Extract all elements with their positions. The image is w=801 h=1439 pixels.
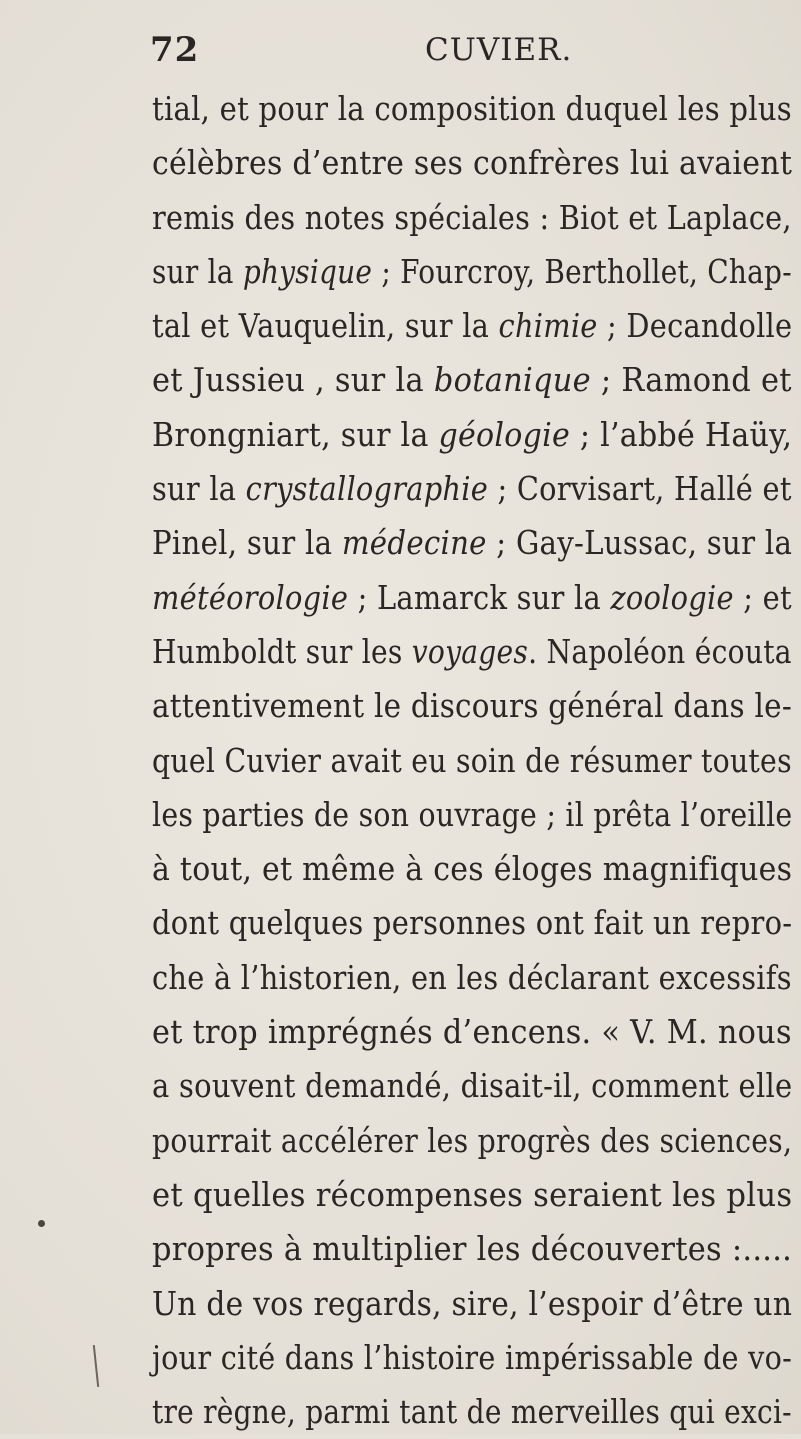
text-segment: les parties de son ouvrage ; il prêta l’oreille <box>152 794 793 834</box>
page-number: 72 <box>150 30 200 70</box>
margin-rule <box>93 1345 99 1387</box>
text-segment: Pinel, sur la <box>152 523 342 563</box>
page-header <box>150 30 720 70</box>
text-segment: dont quelques personnes ont fait un repro- <box>152 903 793 943</box>
text-segment: ; Gay-Lussac, sur la <box>486 523 793 563</box>
text-line <box>152 1222 793 1276</box>
text-segment: jour cité dans l’histoire impérissable de vo- <box>152 1337 793 1377</box>
text-segment: sur la <box>152 251 243 291</box>
text-line <box>152 82 792 136</box>
text-segment: tre règne, parmi tant de merveilles qui exci- <box>152 1392 792 1432</box>
text-segment: attentivement le discours général dans le- <box>152 686 793 726</box>
text-line <box>152 245 792 299</box>
text-segment: sur la <box>152 469 246 509</box>
text-segment: ; Corvisart, Hallé et <box>488 469 792 509</box>
text-line <box>152 1168 793 1222</box>
text-segment: . Napoléon écouta <box>528 631 792 671</box>
text-segment: che à l’historien, en les déclarant excessifs <box>152 957 792 997</box>
italic-term: météorologie <box>152 577 349 617</box>
italic-term: géologie <box>438 414 571 454</box>
text-line <box>152 896 793 950</box>
running-head: CUVIER. <box>425 32 573 68</box>
text-line <box>152 299 793 353</box>
text-line <box>152 1005 792 1059</box>
text-segment: Un de vos regards, sire, l’espoir d’être un <box>152 1283 793 1323</box>
text-line <box>152 516 793 570</box>
text-line <box>152 1059 793 1113</box>
text-line <box>152 1114 793 1168</box>
text-segment: ; et <box>733 577 792 617</box>
italic-term: zoologie <box>610 577 734 617</box>
text-segment: Brongniart, sur la <box>152 414 439 454</box>
text-segment: remis des notes spéciales : Biot et Laplace, <box>152 197 792 237</box>
text-line <box>152 951 792 1005</box>
text-segment: tial, et pour la composition duquel les plus <box>152 89 792 128</box>
italic-term: voyages <box>411 631 529 671</box>
text-line <box>152 136 793 190</box>
italic-term: physique <box>242 251 373 291</box>
text-segment: pourrait accélérer les progrès des sciences, <box>152 1120 793 1160</box>
text-line <box>152 625 792 679</box>
text-segment: ; Lamarck sur la <box>348 577 611 617</box>
text-segment: tal et Vauquelin, sur la <box>152 306 499 346</box>
text-line <box>152 1385 792 1439</box>
text-line <box>152 462 792 516</box>
text-segment: a souvent demandé, disait-il, comment elle <box>152 1066 793 1106</box>
text-line <box>152 734 792 788</box>
italic-term: botanique <box>433 360 591 400</box>
text-line <box>152 191 792 245</box>
italic-term: médecine <box>341 523 487 563</box>
text-segment: Humboldt sur les <box>152 631 412 671</box>
text-segment: ; l’abbé Haüy, <box>570 414 793 454</box>
text-segment: ; Fourcroy, Berthollet, Chap- <box>372 251 792 291</box>
text-segment: célèbres d’entre ses confrères lui avaient <box>152 143 793 183</box>
margin-mark <box>38 1220 45 1227</box>
text-line <box>152 408 793 462</box>
text-line <box>152 679 793 733</box>
text-line <box>152 788 793 842</box>
body-text <box>152 82 792 1439</box>
italic-term: crystallographie <box>245 469 489 509</box>
text-line <box>152 1277 793 1331</box>
text-segment: et Jussieu , sur la <box>152 360 434 400</box>
text-line <box>152 353 792 407</box>
text-segment: et trop imprégnés d’encens. « V. M. nous <box>152 1012 792 1052</box>
text-segment: propres à multiplier les découvertes :..... <box>152 1229 793 1269</box>
text-segment: quel Cuvier avait eu soin de résumer toutes <box>152 740 792 780</box>
text-segment: et quelles récompenses seraient les plus <box>152 1174 793 1214</box>
italic-term: chimie <box>498 306 598 346</box>
text-line <box>152 842 793 896</box>
text-segment: ; Decandolle <box>597 306 793 346</box>
text-line <box>152 571 792 625</box>
text-line <box>152 1331 793 1385</box>
text-segment: à tout, et même à ces éloges magnifiques <box>152 849 793 889</box>
text-segment: ; Ramond et <box>590 360 792 400</box>
